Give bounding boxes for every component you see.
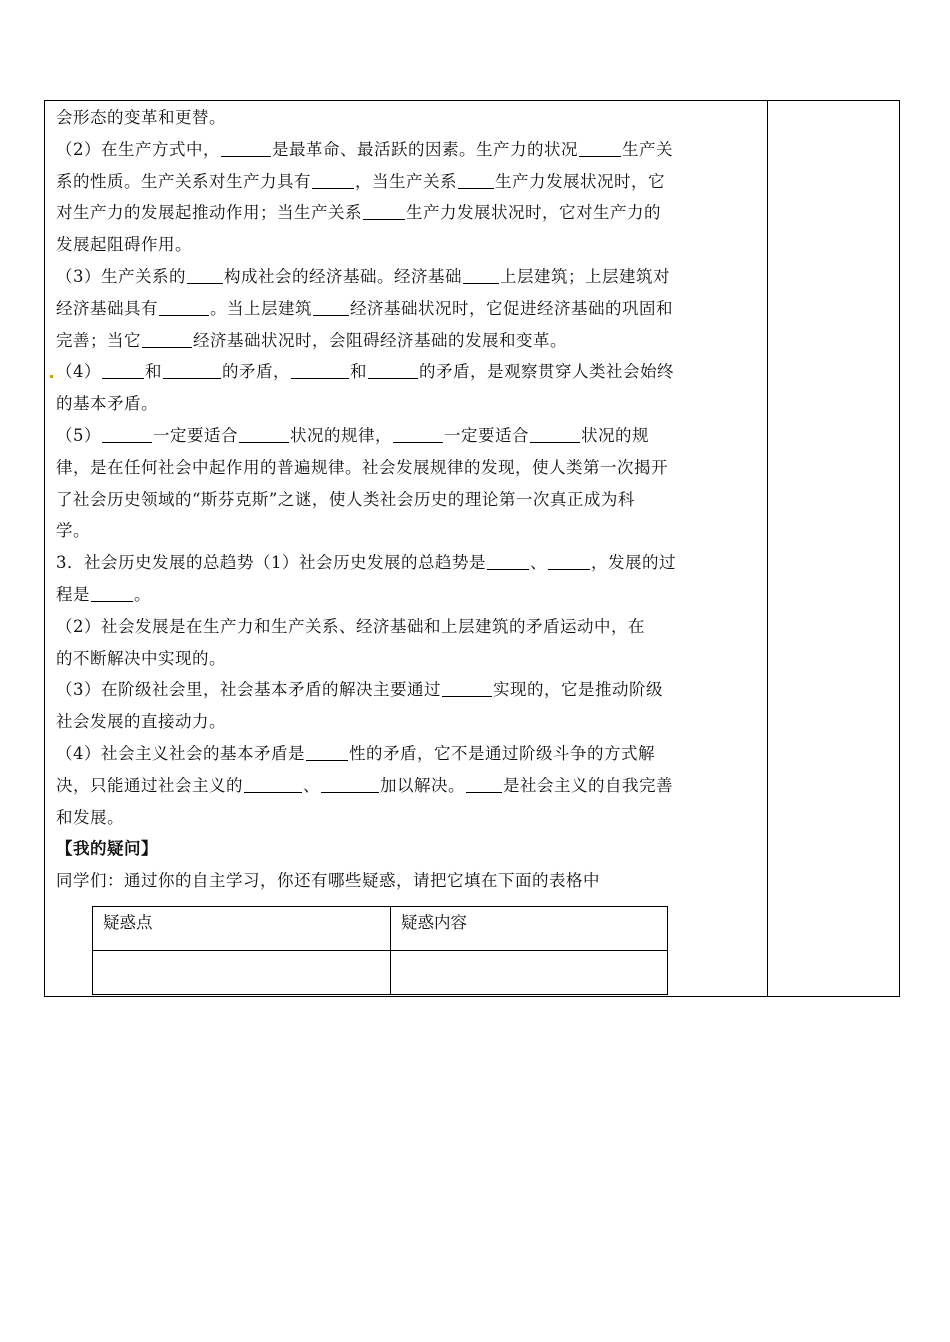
fill-blank[interactable]: [321, 773, 379, 793]
text-line: （3）在阶级社会里，社会基本矛盾的解决主要通过 实现的，它是推动阶级: [56, 674, 760, 706]
text-line: 完善；当它 经济基础状况时，会阻碍经济基础的发展和变革。: [56, 325, 760, 357]
fill-blank[interactable]: [239, 423, 289, 443]
fill-blank[interactable]: [102, 359, 144, 379]
question-table: [92, 906, 668, 995]
fill-blank[interactable]: [159, 296, 209, 316]
text-line: （2）社会发展是在生产力和生产关系、经济基础和上层建筑的矛盾运动中，在: [56, 616, 645, 636]
fill-blank[interactable]: [221, 137, 271, 157]
text-line: 学。: [56, 521, 90, 541]
fill-blank[interactable]: [548, 550, 590, 570]
fill-blank[interactable]: [458, 169, 494, 189]
header-doubt-point: 疑惑点: [93, 907, 391, 951]
text-line: 决，只能通过社会主义的 、 加以解决。 是社会主义的自我完善: [56, 770, 760, 802]
fill-blank[interactable]: [187, 264, 223, 284]
text-line: 会形态的变革和更替。: [56, 108, 226, 127]
doubt-point-cell[interactable]: [93, 951, 391, 995]
fill-blank[interactable]: [363, 200, 405, 220]
fill-blank[interactable]: [579, 137, 621, 157]
fill-blank[interactable]: [91, 582, 133, 602]
text-line: 对生产力的发展起推动作用；当生产关系 生产力发展状况时，它对生产力的: [56, 197, 760, 229]
text-line: 3．社会历史发展的总趋势（1）社会历史发展的总趋势是 、 ，发展的过: [56, 547, 760, 579]
fill-blank[interactable]: [393, 423, 443, 443]
text-line: 社会发展的直接动力。: [56, 712, 226, 732]
text-line: 经济基础具有 。当上层建筑 经济基础状况时，它促进经济基础的巩固和: [56, 293, 760, 325]
text-line: 了社会历史领域的“斯芬克斯”之谜，使人类社会历史的理论第一次真正成为科: [56, 489, 635, 509]
text-line: （4）社会主义社会的基本矛盾是 性的矛盾，它不是通过阶级斗争的方式解: [56, 738, 760, 770]
fill-blank[interactable]: [530, 423, 580, 443]
text-line: 律，是在任何社会中起作用的普遍规律。社会发展规律的发现，使人类第一次揭开: [56, 457, 668, 477]
fill-blank[interactable]: [102, 423, 152, 443]
fill-blank[interactable]: [313, 296, 349, 316]
text-line: （2）在生产方式中， 是最革命、最活跃的因素。生产力的状况 生产关: [56, 134, 760, 166]
text-line: （3）生产关系的 构成社会的经济基础。经济基础 上层建筑；上层建筑对: [56, 261, 760, 293]
margin-mark: [50, 375, 53, 378]
text-line: 的不断解决中实现的。: [56, 648, 226, 668]
text-line: 系的性质。生产关系对生产力具有 ，当生产关系 生产力发展状况时，它: [56, 166, 760, 198]
text-line: 和发展。: [56, 807, 124, 827]
fill-blank[interactable]: [466, 773, 502, 793]
fill-blank[interactable]: [487, 550, 529, 570]
text-line: （5） 一定要适合 状况的规律， 一定要适合 状况的规: [56, 420, 760, 452]
text-line: 程是 。: [56, 579, 760, 611]
fill-blank[interactable]: [306, 741, 348, 761]
fill-blank[interactable]: [291, 359, 349, 379]
table-header-row: [93, 907, 668, 951]
doubt-content-cell[interactable]: [391, 951, 668, 995]
study-guide-content: [56, 102, 760, 897]
text-line: 同学们：通过你的自主学习，你还有哪些疑惑，请把它填在下面的表格中: [56, 871, 600, 891]
fill-blank[interactable]: [368, 359, 418, 379]
fill-blank[interactable]: [463, 264, 499, 284]
table-row: [93, 951, 668, 995]
text-line: （4） 和 的矛盾， 和 的矛盾，是观察贯穿人类社会始终: [56, 356, 760, 388]
header-doubt-content: 疑惑内容: [391, 907, 668, 951]
fill-blank[interactable]: [142, 328, 192, 348]
fill-blank[interactable]: [163, 359, 221, 379]
fill-blank[interactable]: [244, 773, 302, 793]
text-line: 的基本矛盾。: [56, 394, 158, 414]
column-divider: [767, 100, 768, 997]
fill-blank[interactable]: [442, 677, 492, 697]
section-heading: 【我的疑问】: [56, 839, 158, 859]
fill-blank[interactable]: [312, 169, 354, 189]
text-line: 发展起阻碍作用。: [56, 235, 192, 255]
